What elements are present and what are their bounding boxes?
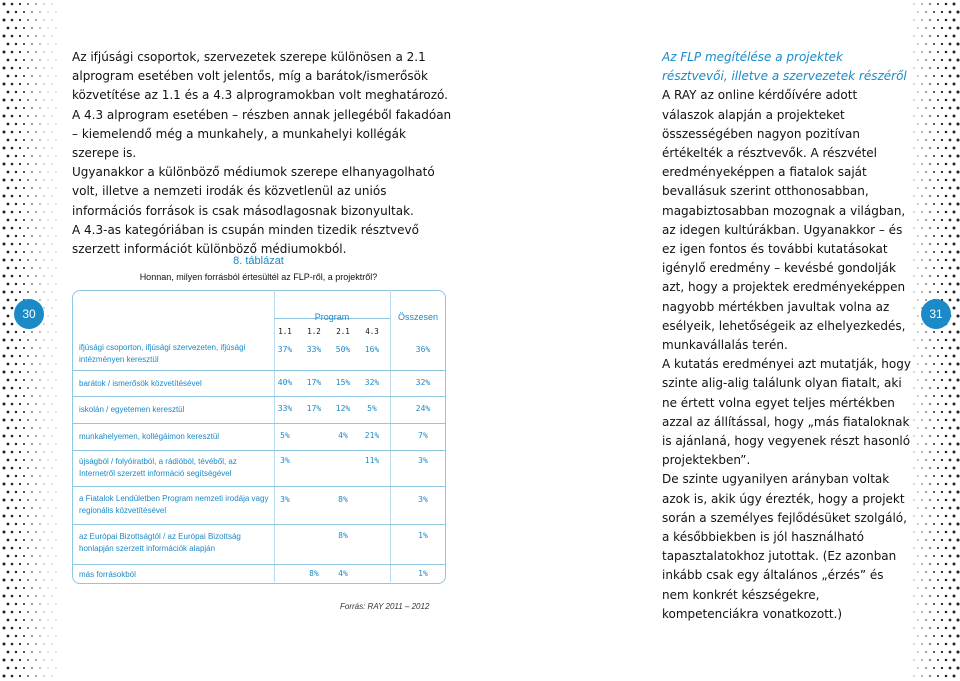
row-separator — [72, 564, 446, 565]
right-paragraph: A kutatás eredményei azt mutatják, hogy szinte alig-alig találunk olyan fiatalt, aki ne értett volna egyet teljes mértékben azzal az állítással, hogy „más fiataloknak is ajánlaná, hogy vegyenek részt hasonló projektekben”. — [662, 357, 911, 468]
table-cell: 11% — [364, 456, 380, 465]
table-cell: 40% — [277, 378, 293, 387]
row-separator — [72, 450, 446, 451]
page-number-left: 30 — [14, 299, 44, 329]
left-paragraph: A 4.3 alprogram esetében – részben annak jellegéből fakadóan – kiemelendő még a munkahely, a munkahelyi kollégák szerepe is. — [72, 107, 452, 161]
table-subtitle: Honnan, milyen forrásból értesültél az FLP-ről, a projektről? — [139, 272, 378, 282]
table-cell-total: 32% — [415, 378, 431, 387]
table-row-label: iskolán / egyetemen keresztül — [79, 405, 185, 414]
right-text-block — [662, 48, 912, 624]
table-cell: 3% — [280, 495, 290, 504]
table-row-label: újságból / folyóiratból, a rádióból, tévéből, az Internetről szerzett információ segítségével — [79, 457, 237, 478]
table-cell: 3% — [280, 456, 290, 465]
table-cell: 33% — [306, 345, 322, 354]
left-paragraph: Ugyanakkor a különböző médiumok szerepe elhanyagolható volt, illetve a nemzeti irodák és közvetlenül az uniós információs források is csak másodlagosnak bizonyultak. — [72, 165, 435, 218]
table-cell-total: 3% — [418, 456, 428, 465]
table-cell-total: 7% — [418, 431, 428, 440]
table-cell: 32% — [364, 378, 380, 387]
table-cell: 8% — [309, 569, 319, 578]
table-divider — [390, 290, 391, 582]
table-cell: 17% — [306, 404, 322, 413]
subheader-4-3: 4.3 — [365, 327, 379, 336]
table-row-label: a Fiatalok Lendületben Program nemzeti irodája vagy regionális közvetítésével — [79, 494, 269, 515]
table-cell: 8% — [338, 531, 348, 540]
table-cell: 16% — [364, 345, 380, 354]
row-separator — [72, 396, 446, 397]
table-cell: 17% — [306, 378, 322, 387]
right-paragraph: De szinte ugyanilyen arányban voltak azok is, akik úgy érezték, hogy a projekt során a személyes fejlődésüket szolgáló, a későbbiekben is jól használható tapasztalatokhoz jutottak. (Ez azonban inkább csak egy általános „érzés” és nem konkrét készségekre, kompetenciákra vonatkozott.) — [662, 472, 907, 621]
row-separator — [72, 370, 446, 371]
left-text-block — [72, 48, 452, 259]
left-paragraph: Az ifjúsági csoportok, szervezetek szerepe különösen a 2.1 alprogram esetében volt jelentős, míg a barátok/ismerősök közvetítése az 1.1 és a 4.3 alprogramokban volt meghatározó. — [72, 50, 448, 103]
header-program: Program — [314, 312, 350, 322]
table-cell: 33% — [277, 404, 293, 413]
table-cell-total: 24% — [415, 404, 431, 413]
row-separator — [72, 423, 446, 424]
table-row-label: más forrásokból — [79, 570, 136, 579]
section-highlight-heading: Az FLP megítélése a projektek résztvevői, illetve a szervezetek részéről — [662, 50, 907, 84]
table-cell-total: 1% — [418, 569, 428, 578]
table-cell: 15% — [335, 378, 351, 387]
table-cell-total: 36% — [415, 345, 431, 354]
header-total: Összesen — [397, 312, 439, 322]
table-row-label: barátok / ismerősök közvetítésével — [79, 379, 202, 388]
table-row-label: az Európai Bizottságtól / az Európai Bizottság honlapján szerzett információk alapján — [79, 532, 241, 553]
table-cell: 4% — [338, 569, 348, 578]
row-separator — [72, 524, 446, 525]
table-cell-total: 1% — [418, 531, 428, 540]
subheader-1-1: 1.1 — [278, 327, 292, 336]
source-table — [72, 290, 446, 585]
decorative-dot-pattern-left — [0, 0, 58, 681]
row-separator — [72, 486, 446, 487]
page-number-right: 31 — [921, 299, 951, 329]
subheader-2-1: 2.1 — [336, 327, 350, 336]
table-cell: 21% — [364, 431, 380, 440]
table-title: 8. táblázat — [233, 255, 284, 267]
table-cell: 5% — [280, 431, 290, 440]
table-source: Forrás: RAY 2011 – 2012 — [340, 602, 430, 611]
table-row-label: munkahelyemen, kollégáimon keresztül — [79, 432, 220, 441]
table-cell: 5% — [367, 404, 377, 413]
table-cell: 12% — [335, 404, 351, 413]
table-cell: 4% — [338, 431, 348, 440]
left-paragraph: A 4.3-as kategóriában is csupán minden tizedik résztvevő szerzett információt különböző médiumokból. — [72, 222, 419, 257]
table-cell: 50% — [335, 345, 351, 354]
right-paragraph: A RAY az online kérdőívére adott válaszok alapján a projekteket összességében nagyon pozitívan értékelték a résztvevők. A részvétel eredményeképpen a fiatalok saját bevallásuk szerint otthonosabban, magabiztosabban mozognak a világban, az idegen kultúrákban. Ugyanakkor – és ez igen fontos és további kutatásokat igénylő eredmény – kevésbé gondolják azt, hogy a projektek eredményeképpen nagyobb mértékben javultak volna az esélyeik, lehetőségeik az elhelyezkedés, munkavállalás terén. — [662, 88, 906, 353]
table-row-label: ifjúsági csoporton, ifjúsági szervezeten, ifjúsági intézményen keresztül — [79, 343, 246, 364]
table-cell: 37% — [277, 345, 293, 354]
decorative-dot-pattern-right — [910, 0, 960, 681]
table-cell-total: 3% — [418, 495, 428, 504]
table-cell: 8% — [338, 495, 348, 504]
subheader-1-2: 1.2 — [307, 327, 321, 336]
